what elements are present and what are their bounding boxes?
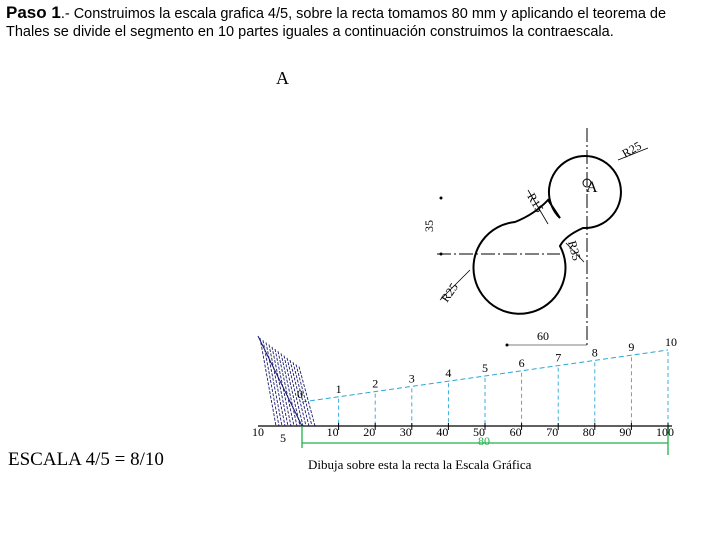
division-number: 0	[297, 387, 303, 401]
scale-tick-label: 60	[509, 425, 522, 439]
scale-tick-label: 20	[363, 425, 376, 439]
scale-tick-label: 10	[326, 425, 339, 439]
piece-figure	[276, 68, 648, 347]
graphic-scale	[252, 335, 677, 472]
division-number: 1	[335, 381, 342, 396]
division-number: 3	[408, 371, 415, 386]
division-number: 7	[555, 350, 562, 365]
scale-formula: ESCALA 4/5 = 8/10	[8, 449, 164, 470]
dim-35: 35	[422, 220, 436, 232]
division-number: 2	[372, 376, 379, 391]
contra-hatch-line	[263, 340, 279, 426]
contra-edge-line	[258, 336, 302, 426]
dim-35-tick-top	[440, 197, 443, 200]
segment-label: 80	[478, 434, 490, 448]
division-number: 8	[591, 345, 598, 360]
division-number: 5	[482, 361, 488, 375]
division-number: 10	[665, 335, 677, 349]
scale-tick-label: 30	[399, 425, 412, 439]
dim-r15: R15	[524, 190, 547, 215]
contra-scale-label: 5	[280, 431, 286, 445]
dim-r25-top: R25	[619, 138, 644, 161]
scale-tick-label: 100	[656, 425, 674, 439]
division-numbers	[297, 335, 677, 401]
scale-tick-label: 50	[473, 425, 485, 439]
scale-tick-label: 40	[436, 425, 449, 439]
intro-body: .- Construimos la escala grafica 4/5, sobre la recta tomamos 80 mm y aplicando el teorema de Thales se divide el segmento en 10 partes iguales a continuación construimos la contraescala.	[6, 6, 667, 40]
dim-60: 60	[537, 329, 549, 343]
scale-caption: Dibuja sobre esta la recta la Escala Gráfica	[308, 457, 532, 472]
scale-tick-label: 80	[582, 425, 595, 439]
dim-r35: R35	[565, 239, 584, 263]
center-label: A	[586, 179, 598, 196]
division-number: 6	[518, 355, 525, 370]
step-label: Paso 1	[6, 3, 61, 22]
contra-scale-label: 10	[252, 425, 264, 439]
contra-scale-labels	[252, 425, 286, 445]
thales-parallels	[339, 352, 668, 426]
division-number: 4	[445, 366, 452, 381]
scale-tick-label: 70	[546, 425, 559, 439]
division-number: 9	[628, 340, 635, 355]
top-label: A	[276, 68, 289, 88]
piece-outline	[473, 156, 620, 314]
dim-r25-bottom: R25	[437, 280, 461, 305]
dim-35-tick-bottom	[440, 253, 443, 256]
scale-tick-label: 90	[619, 425, 632, 439]
contra-scale-hatch	[258, 336, 315, 426]
